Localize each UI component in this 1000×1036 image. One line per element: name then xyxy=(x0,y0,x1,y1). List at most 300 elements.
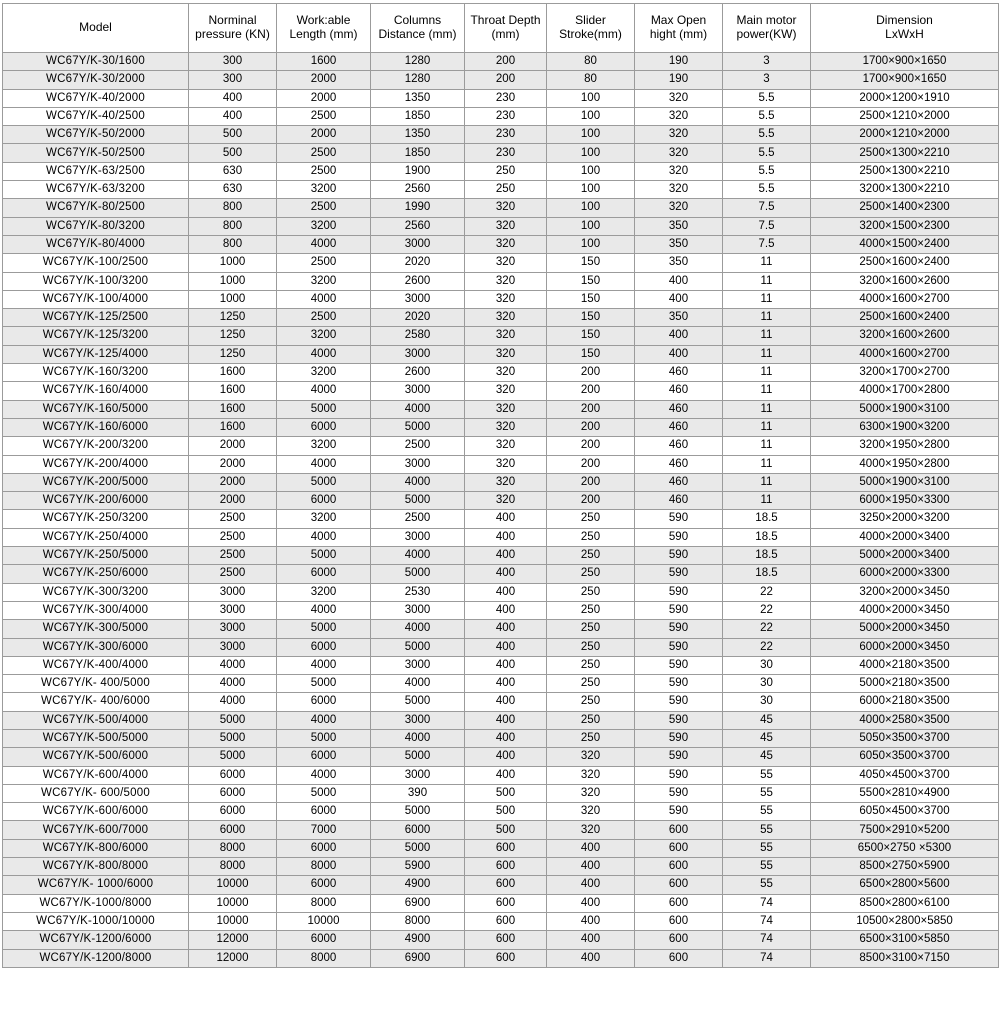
model-cell: WC67Y/K- 400/5000 xyxy=(3,675,189,693)
data-cell: 5000 xyxy=(371,565,465,583)
data-cell: 460 xyxy=(635,473,723,491)
table-row xyxy=(3,400,999,418)
data-cell: 30 xyxy=(723,675,811,693)
column-header-line: Main motor xyxy=(736,13,797,28)
data-cell: 2560 xyxy=(371,181,465,199)
data-cell: 100 xyxy=(547,217,635,235)
data-cell: 6000×1950×3300 xyxy=(811,492,999,510)
data-cell: 6500×2750 ×5300 xyxy=(811,839,999,857)
data-cell: 300 xyxy=(189,53,277,71)
data-cell: 590 xyxy=(635,711,723,729)
data-cell: 22 xyxy=(723,620,811,638)
data-cell: 400 xyxy=(547,858,635,876)
data-cell: 250 xyxy=(547,583,635,601)
data-cell: 8500×2750×5900 xyxy=(811,858,999,876)
data-cell: 4000 xyxy=(277,235,371,253)
data-cell: 6500×3100×5850 xyxy=(811,931,999,949)
data-cell: 460 xyxy=(635,492,723,510)
data-cell: 3250×2000×3200 xyxy=(811,510,999,528)
table-row xyxy=(3,876,999,894)
column-header-line: LxWxH xyxy=(885,27,924,41)
data-cell: 230 xyxy=(465,144,547,162)
data-cell: 1280 xyxy=(371,53,465,71)
data-cell: 55 xyxy=(723,876,811,894)
data-cell: 2500 xyxy=(189,510,277,528)
data-cell: 320 xyxy=(547,821,635,839)
data-cell: 6000 xyxy=(189,766,277,784)
data-cell: 1000 xyxy=(189,272,277,290)
table-row xyxy=(3,418,999,436)
data-cell: 3 xyxy=(723,71,811,89)
data-cell: 200 xyxy=(547,455,635,473)
data-cell: 400 xyxy=(635,327,723,345)
data-cell: 2500 xyxy=(277,107,371,125)
data-cell: 600 xyxy=(635,876,723,894)
data-cell: 8000 xyxy=(277,858,371,876)
table-row xyxy=(3,547,999,565)
data-cell: 5500×2810×4900 xyxy=(811,784,999,802)
table-row xyxy=(3,949,999,967)
data-cell: 2020 xyxy=(371,254,465,272)
data-cell: 100 xyxy=(547,235,635,253)
data-cell: 400 xyxy=(465,748,547,766)
data-cell: 10000 xyxy=(189,894,277,912)
data-cell: 2500 xyxy=(189,528,277,546)
data-cell: 2500 xyxy=(371,437,465,455)
data-cell: 250 xyxy=(547,601,635,619)
data-cell: 3000 xyxy=(371,290,465,308)
data-cell: 2500 xyxy=(277,144,371,162)
data-cell: 18.5 xyxy=(723,565,811,583)
data-cell: 74 xyxy=(723,894,811,912)
table-row xyxy=(3,107,999,125)
table-row xyxy=(3,711,999,729)
data-cell: 600 xyxy=(465,876,547,894)
data-cell: 11 xyxy=(723,309,811,327)
data-cell: 390 xyxy=(371,784,465,802)
data-cell: 4000 xyxy=(189,693,277,711)
data-cell: 3000 xyxy=(371,235,465,253)
data-cell: 590 xyxy=(635,675,723,693)
data-cell: 5.5 xyxy=(723,144,811,162)
column-header-0 xyxy=(3,4,189,53)
data-cell: 5050×3500×3700 xyxy=(811,729,999,747)
data-cell: 3000 xyxy=(371,711,465,729)
data-cell: 200 xyxy=(547,473,635,491)
data-cell: 320 xyxy=(547,748,635,766)
model-cell: WC67Y/K-200/3200 xyxy=(3,437,189,455)
table-row xyxy=(3,565,999,583)
model-cell: WC67Y/K-63/3200 xyxy=(3,181,189,199)
data-cell: 2500 xyxy=(277,162,371,180)
data-cell: 55 xyxy=(723,821,811,839)
data-cell: 600 xyxy=(465,858,547,876)
table-row xyxy=(3,235,999,253)
data-cell: 320 xyxy=(465,272,547,290)
model-cell: WC67Y/K-1000/10000 xyxy=(3,912,189,930)
data-cell: 630 xyxy=(189,162,277,180)
table-row xyxy=(3,656,999,674)
data-cell: 5.5 xyxy=(723,89,811,107)
data-cell: 4000 xyxy=(189,675,277,693)
data-cell: 600 xyxy=(635,821,723,839)
data-cell: 5000 xyxy=(189,729,277,747)
data-cell: 3000 xyxy=(371,528,465,546)
data-cell: 200 xyxy=(547,492,635,510)
data-cell: 4000 xyxy=(277,711,371,729)
column-header-line: power(KW) xyxy=(736,27,797,41)
data-cell: 4000×1500×2400 xyxy=(811,235,999,253)
data-cell: 6000×2000×3300 xyxy=(811,565,999,583)
data-cell: 320 xyxy=(465,455,547,473)
data-cell: 150 xyxy=(547,254,635,272)
data-cell: 4000×1700×2800 xyxy=(811,382,999,400)
data-cell: 5000 xyxy=(277,400,371,418)
data-cell: 3200×1700×2700 xyxy=(811,364,999,382)
column-header-line: Slider xyxy=(575,13,606,28)
data-cell: 4000 xyxy=(277,345,371,363)
data-cell: 11 xyxy=(723,382,811,400)
data-cell: 150 xyxy=(547,345,635,363)
data-cell: 8000 xyxy=(277,894,371,912)
data-cell: 1700×900×1650 xyxy=(811,71,999,89)
data-cell: 100 xyxy=(547,199,635,217)
data-cell: 250 xyxy=(547,528,635,546)
data-cell: 2000 xyxy=(189,473,277,491)
data-cell: 45 xyxy=(723,729,811,747)
model-cell: WC67Y/K-500/4000 xyxy=(3,711,189,729)
data-cell: 600 xyxy=(635,839,723,857)
data-cell: 4000 xyxy=(277,601,371,619)
model-cell: WC67Y/K-160/5000 xyxy=(3,400,189,418)
data-cell: 22 xyxy=(723,601,811,619)
data-cell: 400 xyxy=(635,272,723,290)
data-cell: 500 xyxy=(189,126,277,144)
data-cell: 320 xyxy=(635,199,723,217)
data-cell: 5000 xyxy=(371,839,465,857)
data-cell: 6000 xyxy=(277,748,371,766)
data-cell: 4000 xyxy=(277,528,371,546)
data-cell: 400 xyxy=(547,876,635,894)
data-cell: 1600 xyxy=(189,400,277,418)
model-cell: WC67Y/K-50/2500 xyxy=(3,144,189,162)
table-row xyxy=(3,162,999,180)
table-row xyxy=(3,455,999,473)
data-cell: 2000 xyxy=(277,71,371,89)
data-cell: 590 xyxy=(635,620,723,638)
column-header-line: Max Open xyxy=(650,13,707,28)
data-cell: 11 xyxy=(723,437,811,455)
data-cell: 4000 xyxy=(277,766,371,784)
data-cell: 4000×2180×3500 xyxy=(811,656,999,674)
data-cell: 800 xyxy=(189,235,277,253)
model-cell: WC67Y/K-125/4000 xyxy=(3,345,189,363)
model-cell: WC67Y/K-250/5000 xyxy=(3,547,189,565)
model-cell: WC67Y/K-600/6000 xyxy=(3,803,189,821)
table-row xyxy=(3,821,999,839)
model-cell: WC67Y/K-1200/8000 xyxy=(3,949,189,967)
data-cell: 3200×1950×2800 xyxy=(811,437,999,455)
data-cell: 320 xyxy=(635,181,723,199)
table-row xyxy=(3,364,999,382)
data-cell: 11 xyxy=(723,364,811,382)
data-cell: 6000 xyxy=(189,784,277,802)
data-cell: 5000×2000×3400 xyxy=(811,547,999,565)
column-header-line: Dimension xyxy=(876,13,933,28)
data-cell: 11 xyxy=(723,455,811,473)
data-cell: 400 xyxy=(465,638,547,656)
table-row xyxy=(3,931,999,949)
data-cell: 200 xyxy=(547,400,635,418)
model-cell: WC67Y/K-300/3200 xyxy=(3,583,189,601)
data-cell: 74 xyxy=(723,912,811,930)
data-cell: 2500×1600×2400 xyxy=(811,254,999,272)
data-cell: 55 xyxy=(723,839,811,857)
data-cell: 200 xyxy=(465,53,547,71)
model-cell: WC67Y/K-40/2000 xyxy=(3,89,189,107)
data-cell: 320 xyxy=(465,382,547,400)
model-cell: WC67Y/K-80/3200 xyxy=(3,217,189,235)
data-cell: 320 xyxy=(465,418,547,436)
data-cell: 5000×2000×3450 xyxy=(811,620,999,638)
data-cell: 6000 xyxy=(189,803,277,821)
data-cell: 5000 xyxy=(277,784,371,802)
table-row xyxy=(3,620,999,638)
data-cell: 1600 xyxy=(277,53,371,71)
data-cell: 2000×1210×2000 xyxy=(811,126,999,144)
data-cell: 400 xyxy=(465,675,547,693)
data-cell: 6500×2800×5600 xyxy=(811,876,999,894)
data-cell: 1350 xyxy=(371,89,465,107)
data-cell: 6000 xyxy=(277,839,371,857)
data-cell: 800 xyxy=(189,199,277,217)
data-cell: 600 xyxy=(465,894,547,912)
data-cell: 320 xyxy=(465,327,547,345)
data-cell: 400 xyxy=(189,89,277,107)
data-cell: 3000 xyxy=(189,620,277,638)
data-cell: 2000 xyxy=(277,126,371,144)
data-cell: 320 xyxy=(635,162,723,180)
data-cell: 3200 xyxy=(277,272,371,290)
data-cell: 18.5 xyxy=(723,510,811,528)
data-cell: 5000 xyxy=(371,638,465,656)
model-cell: WC67Y/K-600/4000 xyxy=(3,766,189,784)
data-cell: 7.5 xyxy=(723,199,811,217)
data-cell: 400 xyxy=(547,894,635,912)
data-cell: 2530 xyxy=(371,583,465,601)
data-cell: 5000×1900×3100 xyxy=(811,400,999,418)
model-cell: WC67Y/K-250/6000 xyxy=(3,565,189,583)
data-cell: 100 xyxy=(547,181,635,199)
data-cell: 400 xyxy=(465,601,547,619)
data-cell: 6000 xyxy=(277,565,371,583)
table-row xyxy=(3,784,999,802)
table-body xyxy=(3,53,999,968)
data-cell: 4900 xyxy=(371,876,465,894)
data-cell: 400 xyxy=(635,345,723,363)
table-row xyxy=(3,693,999,711)
data-cell: 100 xyxy=(547,89,635,107)
data-cell: 250 xyxy=(547,620,635,638)
data-cell: 4000 xyxy=(371,729,465,747)
data-cell: 320 xyxy=(635,89,723,107)
column-header-line: pressure (KN) xyxy=(195,27,270,41)
data-cell: 3000 xyxy=(371,601,465,619)
data-cell: 400 xyxy=(465,547,547,565)
data-cell: 4000×2000×3450 xyxy=(811,601,999,619)
data-cell: 3200 xyxy=(277,217,371,235)
data-cell: 10500×2800×5850 xyxy=(811,912,999,930)
data-cell: 250 xyxy=(465,162,547,180)
column-header-line: Model xyxy=(79,20,112,35)
data-cell: 320 xyxy=(465,400,547,418)
data-cell: 1600 xyxy=(189,364,277,382)
data-cell: 5.5 xyxy=(723,107,811,125)
model-cell: WC67Y/K-40/2500 xyxy=(3,107,189,125)
model-cell: WC67Y/K-80/4000 xyxy=(3,235,189,253)
data-cell: 2000 xyxy=(189,492,277,510)
data-cell: 10000 xyxy=(277,912,371,930)
table-row xyxy=(3,53,999,71)
data-cell: 320 xyxy=(465,254,547,272)
data-cell: 80 xyxy=(547,71,635,89)
data-cell: 55 xyxy=(723,784,811,802)
data-cell: 250 xyxy=(547,711,635,729)
column-header-line: hight (mm) xyxy=(649,27,708,41)
column-header-5 xyxy=(547,4,635,53)
data-cell: 2500×1210×2000 xyxy=(811,107,999,125)
data-cell: 400 xyxy=(465,711,547,729)
column-header-6 xyxy=(635,4,723,53)
data-cell: 6900 xyxy=(371,949,465,967)
data-cell: 5000 xyxy=(277,729,371,747)
data-cell: 320 xyxy=(465,309,547,327)
data-cell: 22 xyxy=(723,583,811,601)
data-cell: 5000 xyxy=(371,418,465,436)
model-cell: WC67Y/K-200/6000 xyxy=(3,492,189,510)
model-cell: WC67Y/K-200/5000 xyxy=(3,473,189,491)
column-header-line: Throat Depth xyxy=(470,13,541,28)
data-cell: 1600 xyxy=(189,382,277,400)
data-cell: 6000 xyxy=(277,638,371,656)
data-cell: 320 xyxy=(465,345,547,363)
data-cell: 45 xyxy=(723,748,811,766)
model-cell: WC67Y/K-80/2500 xyxy=(3,199,189,217)
data-cell: 1350 xyxy=(371,126,465,144)
data-cell: 3200 xyxy=(277,583,371,601)
table-row xyxy=(3,675,999,693)
data-cell: 6000 xyxy=(277,418,371,436)
data-cell: 2560 xyxy=(371,217,465,235)
table-row xyxy=(3,729,999,747)
table-row xyxy=(3,510,999,528)
data-cell: 400 xyxy=(547,839,635,857)
data-cell: 11 xyxy=(723,492,811,510)
data-cell: 1850 xyxy=(371,144,465,162)
data-cell: 11 xyxy=(723,254,811,272)
data-cell: 5000 xyxy=(371,693,465,711)
table-row xyxy=(3,89,999,107)
data-cell: 100 xyxy=(547,107,635,125)
data-cell: 7.5 xyxy=(723,235,811,253)
data-cell: 22 xyxy=(723,638,811,656)
data-cell: 4000 xyxy=(371,473,465,491)
data-cell: 5.5 xyxy=(723,181,811,199)
data-cell: 4000×2580×3500 xyxy=(811,711,999,729)
data-cell: 600 xyxy=(465,839,547,857)
table-row xyxy=(3,748,999,766)
model-cell: WC67Y/K-125/2500 xyxy=(3,309,189,327)
data-cell: 500 xyxy=(189,144,277,162)
data-cell: 320 xyxy=(465,290,547,308)
model-cell: WC67Y/K-100/3200 xyxy=(3,272,189,290)
data-cell: 250 xyxy=(547,547,635,565)
data-cell: 230 xyxy=(465,89,547,107)
model-cell: WC67Y/K-125/3200 xyxy=(3,327,189,345)
table-row xyxy=(3,309,999,327)
data-cell: 12000 xyxy=(189,931,277,949)
model-cell: WC67Y/K-160/6000 xyxy=(3,418,189,436)
data-cell: 590 xyxy=(635,601,723,619)
data-cell: 5000 xyxy=(371,803,465,821)
data-cell: 1280 xyxy=(371,71,465,89)
column-header-line: Norminal xyxy=(208,13,257,28)
data-cell: 460 xyxy=(635,382,723,400)
data-cell: 350 xyxy=(635,309,723,327)
data-cell: 4000 xyxy=(277,290,371,308)
data-cell: 80 xyxy=(547,53,635,71)
data-cell: 4000 xyxy=(189,656,277,674)
data-cell: 590 xyxy=(635,748,723,766)
data-cell: 3000 xyxy=(189,583,277,601)
column-header-2 xyxy=(277,4,371,53)
data-cell: 320 xyxy=(465,437,547,455)
data-cell: 320 xyxy=(635,144,723,162)
data-cell: 8500×3100×7150 xyxy=(811,949,999,967)
table-row xyxy=(3,144,999,162)
column-header-4 xyxy=(465,4,547,53)
data-cell: 150 xyxy=(547,290,635,308)
data-cell: 590 xyxy=(635,784,723,802)
data-cell: 200 xyxy=(547,418,635,436)
data-cell: 590 xyxy=(635,729,723,747)
data-cell: 600 xyxy=(635,894,723,912)
data-cell: 230 xyxy=(465,107,547,125)
data-cell: 4900 xyxy=(371,931,465,949)
data-cell: 600 xyxy=(635,858,723,876)
data-cell: 3000 xyxy=(189,638,277,656)
table-row xyxy=(3,858,999,876)
model-cell: WC67Y/K-160/4000 xyxy=(3,382,189,400)
table-row xyxy=(3,181,999,199)
model-cell: WC67Y/K-400/4000 xyxy=(3,656,189,674)
data-cell: 320 xyxy=(547,766,635,784)
data-cell: 5000×1900×3100 xyxy=(811,473,999,491)
data-cell: 2500×1600×2400 xyxy=(811,309,999,327)
data-cell: 1000 xyxy=(189,254,277,272)
data-cell: 45 xyxy=(723,711,811,729)
column-header-line: Columns xyxy=(393,13,442,28)
column-header-3 xyxy=(371,4,465,53)
data-cell: 2500 xyxy=(277,199,371,217)
data-cell: 100 xyxy=(547,144,635,162)
table-row xyxy=(3,254,999,272)
data-cell: 74 xyxy=(723,949,811,967)
data-cell: 6050×3500×3700 xyxy=(811,748,999,766)
table-row xyxy=(3,803,999,821)
data-cell: 8000 xyxy=(189,839,277,857)
data-cell: 10000 xyxy=(189,876,277,894)
